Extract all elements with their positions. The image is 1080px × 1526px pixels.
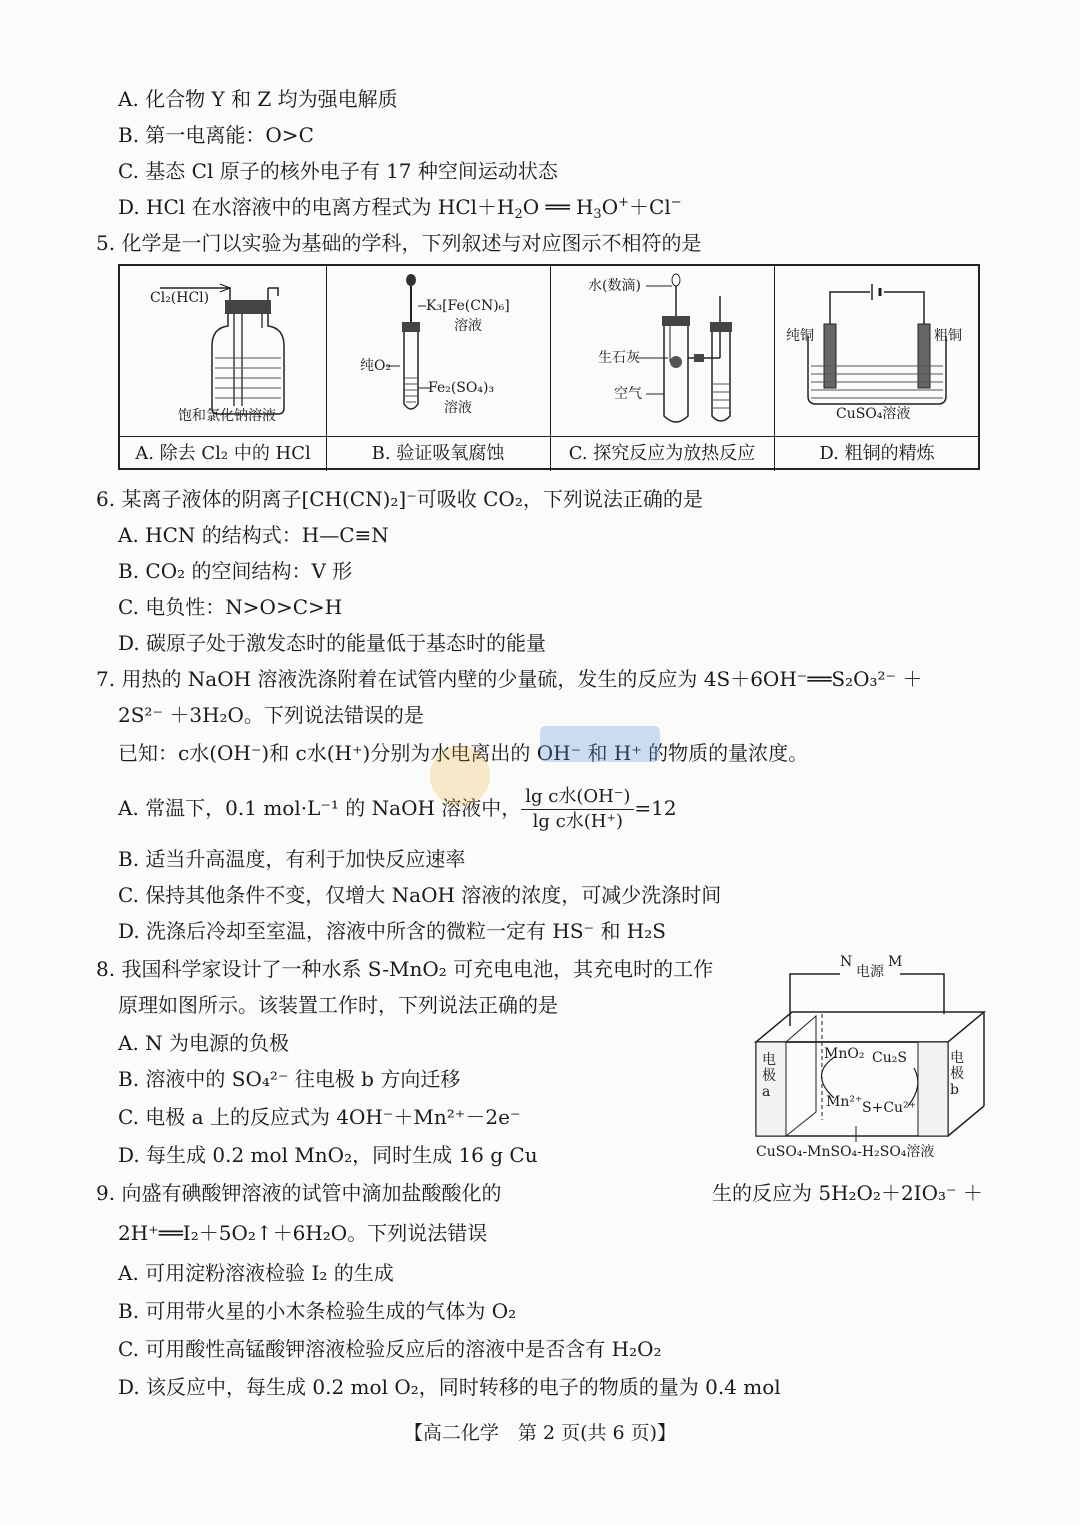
caption-c: C. 探究反应为放热反应	[550, 437, 775, 471]
q7-fraction: $\frac{\text{lg c水(OH⁻)}}{\text{lg c水(H⁺)}}$	[521, 785, 634, 834]
q6-option-d: D. 碳原子处于激发态时的能量低于基态时的能量	[118, 631, 547, 655]
battery-solution-label: CuSO₄-MnSO₄-H₂SO₄溶液	[756, 1144, 935, 1160]
figure-c-water-label: 水(数滴)	[588, 278, 641, 294]
figure-caption-row	[120, 436, 978, 471]
caption-a: A. 除去 Cl₂ 中的 HCl	[120, 437, 327, 471]
q8-option-d: D. 每生成 0.2 mol MnO₂，同时生成 16 g Cu	[118, 1143, 538, 1167]
q7-option-a: A. 常温下，0.1 mol·L⁻¹ 的 NaOH 溶液中， $\frac{\text{lg c水(OH⁻)}}{\text{lg c水(H⁺)}}$ =12	[118, 786, 677, 832]
figure-d-pure-copper-label: 纯铜	[786, 328, 814, 344]
q7-known: 已知：c水(OH⁻)和 c水(H⁺)分别为水电离出的 OH⁻ 和 H⁺ 的物质的量浓度。	[118, 741, 809, 765]
battery-m-label: M	[888, 954, 903, 970]
figure-d-solution-label: CuSO₄溶液	[836, 406, 911, 422]
figure-a-gas-label: Cl₂(HCl)	[150, 290, 210, 306]
q9-option-c: C. 可用酸性高锰酸钾溶液检验反应后的溶液中是否含有 H₂O₂	[118, 1337, 662, 1361]
q9-stem-line1a: 9. 向盛有碘酸钾溶液的试管中滴加盐酸酸化的	[96, 1181, 502, 1205]
figure-c-air-label: 空气	[614, 386, 642, 402]
mno2-label: MnO₂	[824, 1046, 865, 1062]
page-footer: 【高二化学 第 2 页(共 6 页)】	[403, 1422, 677, 1444]
mn2-label: Mn²⁺	[826, 1094, 863, 1110]
figure-b	[326, 266, 551, 436]
electrode-a-label: 电极a	[762, 1052, 776, 1100]
figure-b-o2-label: 纯O₂	[360, 358, 392, 374]
q5-figure-table	[118, 264, 980, 470]
figure-b-fe-label: Fe₂(SO₄)₃	[428, 380, 495, 396]
figure-c-lime-label: 生石灰	[598, 350, 640, 366]
battery-power-label: 电源	[856, 964, 884, 980]
figure-c	[550, 266, 775, 436]
q4-option-a: A. 化合物 Y 和 Z 均为强电解质	[118, 87, 398, 111]
test-tube-icon	[326, 266, 550, 436]
figure-b-fe-solution: 溶液	[444, 400, 472, 416]
q9-option-a: A. 可用淀粉溶液检验 I₂ 的生成	[118, 1261, 394, 1285]
q6-option-a: A. HCN 的结构式：H—C≡N	[118, 523, 389, 547]
figure-d-crude-copper-label: 粗铜	[934, 328, 962, 344]
battery-n-label: N	[840, 954, 853, 970]
q8-option-b: B. 溶液中的 SO₄²⁻ 往电极 b 方向迁移	[118, 1067, 461, 1091]
electrode-b-label: 电极b	[950, 1050, 964, 1098]
q8-option-a: A. N 为电源的负极	[118, 1031, 290, 1055]
figure-a-solution-label: 饱和氯化钠溶液	[178, 408, 276, 424]
q4-option-c: C. 基态 Cl 原子的核外电子有 17 种空间运动状态	[118, 159, 558, 183]
tube-apparatus-icon	[550, 266, 774, 436]
q6-option-b: B. CO₂ 的空间结构：V 形	[118, 559, 353, 583]
q5-stem: 5. 化学是一门以实验为基础的学科，下列叙述与对应图示不相符的是	[96, 231, 702, 255]
q8-option-c: C. 电极 a 上的反应式为 4OH⁻＋Mn²⁺－2e⁻	[118, 1105, 521, 1129]
q9-option-b: B. 可用带火星的小木条检验生成的气体为 O₂	[118, 1299, 517, 1323]
q4-option-d: D. HCl 在水溶液中的电离方程式为 $HCl+H_2O$ ══ $H_3O^++Cl^-$	[118, 195, 682, 222]
q7-option-d: D. 洗涤后冷却至室温，溶液中所含的微粒一定有 HS⁻ 和 H₂S	[118, 919, 666, 943]
figure-b-reagent-label: K₃[Fe(CN)₆]	[426, 298, 510, 314]
q7-stem-line2: 2S²⁻ ＋3H₂O。下列说法错误的是	[118, 703, 424, 727]
figure-b-reagent-solution: 溶液	[454, 318, 482, 334]
q8-stem-line2: 原理如图所示。该装置工作时，下列说法正确的是	[118, 993, 558, 1017]
q6-option-c: C. 电负性：N>O>C>H	[118, 595, 343, 619]
caption-b: B. 验证吸氧腐蚀	[326, 437, 551, 471]
q8-stem-line1: 8. 我国科学家设计了一种水系 S-MnO₂ 可充电电池，其充电时的工作	[96, 957, 714, 981]
figure-d	[774, 266, 980, 436]
caption-d: D. 粗铜的精炼	[819, 443, 935, 464]
q7-option-c: C. 保持其他条件不变，仅增大 NaOH 溶液的浓度，可减少洗涤时间	[118, 883, 722, 907]
q9-option-d: D. 该反应中，每生成 0.2 mol O₂，同时转移的电子的物质的量为 0.4 mol	[118, 1375, 781, 1399]
s-cu2-label: S+Cu²⁺	[862, 1100, 917, 1116]
q9-stem-line2: 2H⁺══I₂＋5O₂↑＋6H₂O。下列说法错误	[118, 1221, 488, 1245]
q7-stem-line1: 7. 用热的 NaOH 溶液洗涤附着在试管内壁的少量硫，发生的反应为 4S＋6OH⁻══S₂O₃²⁻ ＋	[96, 667, 923, 691]
q7-option-b: B. 适当升高温度，有利于加快反应速率	[118, 847, 466, 871]
figure-a	[120, 266, 327, 436]
q4-option-b: B. 第一电离能：O>C	[118, 123, 314, 147]
battery-figure	[748, 950, 998, 1170]
cu2s-label: Cu₂S	[872, 1050, 907, 1066]
q9-stem-line1b: 生的反应为 5H₂O₂＋2IO₃⁻ ＋	[712, 1181, 983, 1205]
q6-stem: 6. 某离子液体的阴离子[CH(CN)₂]⁻可吸收 CO₂，下列说法正确的是	[96, 487, 703, 511]
